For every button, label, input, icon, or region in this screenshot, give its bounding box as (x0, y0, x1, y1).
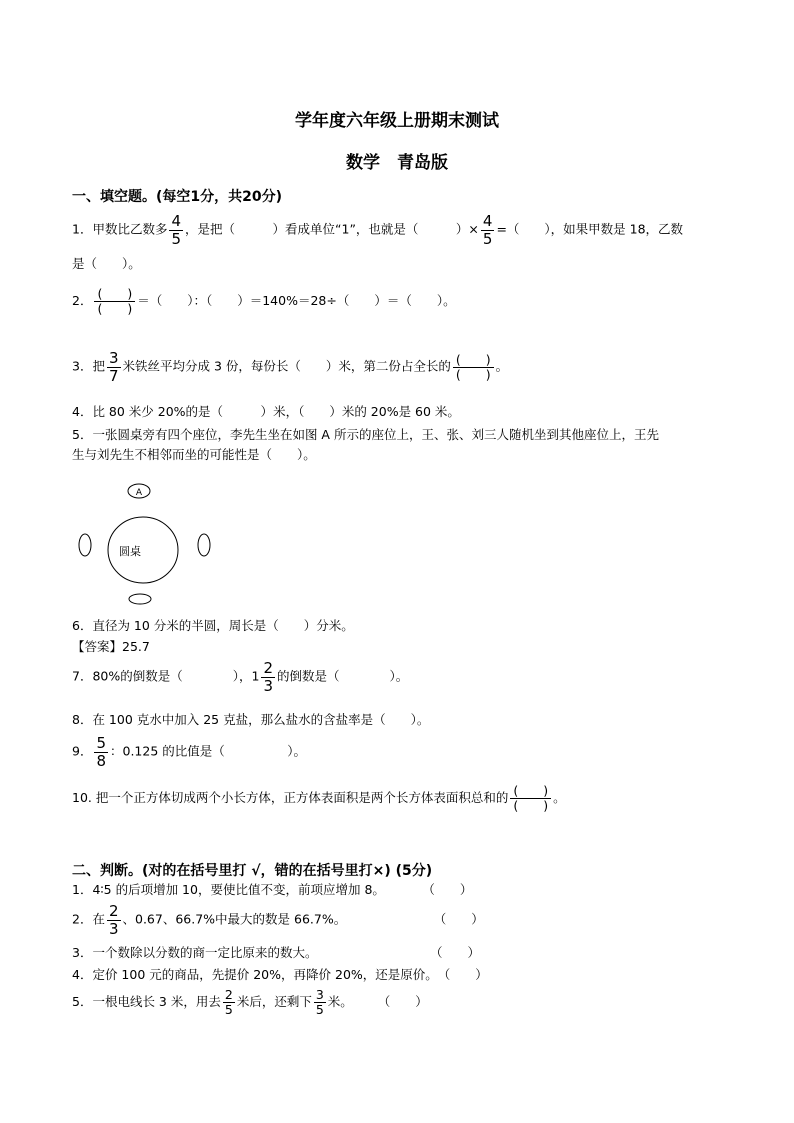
fraction: $\frac{2}{3}$ (263, 659, 273, 695)
fraction: $\frac{4}{5}$ (482, 212, 493, 248)
blank-fraction: $\frac{( )}{( )}$ (94, 287, 135, 316)
question-8: 8．在 100 克水中加入 25 克盐，那么盐水的含盐率是（ ）。 (72, 712, 430, 727)
fraction: $\frac{3}{7}$ (108, 349, 119, 385)
seat-right (198, 534, 210, 556)
question-7: 7．80%的倒数是（ ），1 $\frac{2}{3}$ 的倒数是（ ）。 (72, 659, 409, 695)
seat-a-label: A (135, 488, 143, 498)
question-6: 6．直径为 10 分米的半圆，周长是（ ）分米。 (72, 618, 354, 633)
section1-heading: 一、填空题。(每空1分，共20分) (72, 189, 283, 205)
blank-fraction: $\frac{( )}{( )}$ (453, 353, 494, 382)
round-table-svg (72, 478, 232, 608)
fraction: $\frac{4}{5}$ (171, 212, 182, 248)
fraction: $\frac{2}{5}$ (224, 987, 233, 1017)
judge-4: 4．定价 100 元的商品，先提价 20%，再降价 20%，还是原价。 （ ） (72, 967, 488, 982)
question-2: 2． $\frac{( )}{( )}$ ＝（ ）：（ ）＝140%＝28÷（ ）＝（ ）。 (72, 286, 456, 316)
judge-2: 2．在 $\frac{2}{3}$ 、0.67、66.7%中最大的数是 66.7%。 （ ） (72, 902, 484, 938)
judge-3: 3．一个数除以分数的商一定比原来的数大。 （ ） (72, 945, 480, 960)
round-table-diagram (72, 478, 232, 608)
question-10: 10. 把一个正方体切成两个小长方体，正方体表面积是两个长方体表面积总和的 $\frac{( )}{( )}$ 。 (72, 783, 566, 813)
exam-subtitle: 数学 青岛版 (346, 153, 448, 173)
section2-heading: 二、判断。(对的在括号里打 √，错的在括号里打×) (5分) (72, 863, 433, 879)
question-1-line1: 1．甲数比乙数多 $\frac{4}{5}$ ，是把（ ）看成单位“1”，也就是（ ）× $\frac{4}{5}$ =（ ），如果甲数是 18，乙数 (72, 212, 684, 248)
question-4: 4．比 80 米少 20%的是（ ）米，（ ）米的 20%是 60 米。 (72, 404, 460, 419)
seat-bottom (129, 594, 151, 604)
question-6-answer: 【答案】25.7 (72, 639, 150, 654)
judge-1: 1．4∶5 的后项增加 10，要使比值不变，前项应增加 8。 （ ） (72, 882, 473, 897)
fraction: $\frac{2}{3}$ (108, 902, 119, 938)
question-5-line2: 生与刘先生不相邻而坐的可能性是（ ）。 (72, 447, 316, 462)
fraction: $\frac{5}{8}$ (96, 734, 106, 770)
question-9: 9． $\frac{5}{8}$ ：0.125 的比值是（ ）。 (72, 734, 307, 770)
question-1-line2: 是（ ）。 (72, 256, 141, 271)
question-3: 3．把 $\frac{3}{7}$ 米铁丝平均分成 3 份，每份长（ ）米，第二份占全长的 $\frac{( )}{( )}$ 。 (72, 349, 509, 385)
fraction: $\frac{3}{5}$ (315, 987, 324, 1017)
question-5-line1: 5．一张圆桌旁有四个座位，李先生坐在如图 A 所示的座位上，王、张、刘三人随机坐到其他座位上，王先 (72, 427, 659, 442)
exam-title: 学年度六年级上册期末测试 (295, 111, 499, 131)
seat-left (79, 534, 91, 556)
judge-5: 5．一根电线长 3 米，用去 $\frac{2}{5}$ 米后，还剩下 $\frac{3}{5}$ 米。 （ ） (72, 987, 428, 1017)
round-table-label: 圆桌 (119, 545, 141, 558)
blank-fraction: $\frac{( )}{( )}$ (510, 784, 551, 813)
